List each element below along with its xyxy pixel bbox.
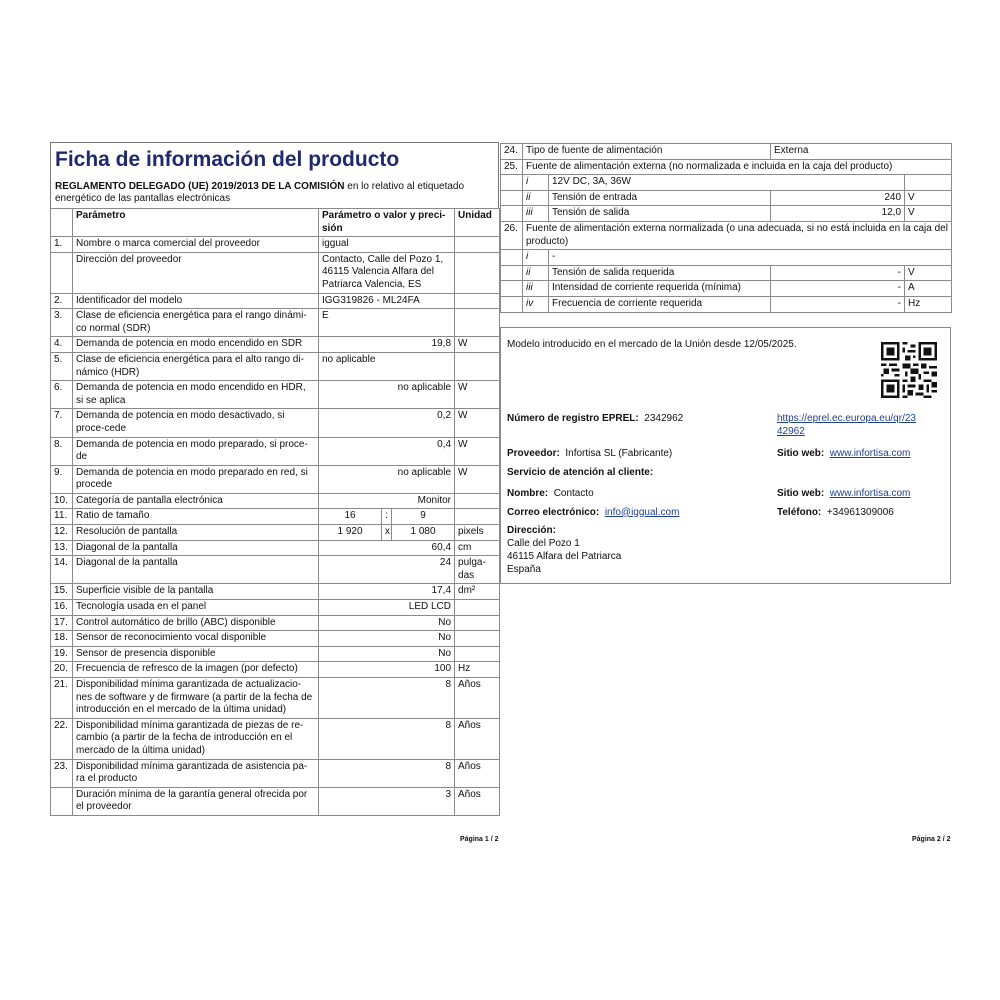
table-row: ii Tensión de salida requerida - V bbox=[501, 265, 952, 281]
header-unit: Unidad bbox=[455, 209, 500, 237]
header-param: Parámetro bbox=[73, 209, 319, 237]
eprel-link-line-2[interactable]: 42962 bbox=[777, 425, 805, 437]
contact-name-label: Nombre: bbox=[507, 487, 549, 499]
table-row: iii Intensidad de corriente requerida (mínima) - A bbox=[501, 281, 952, 297]
address-label: Dirección: bbox=[507, 524, 556, 536]
table-row: 13. Diagonal de la pantalla 60,4 cm bbox=[51, 540, 500, 556]
page-title: Ficha de información del producto bbox=[55, 148, 400, 171]
website-row-2 bbox=[777, 487, 910, 500]
table-row: 7. Demanda de potencia en modo desactivado, si proce-cede 0,2 W bbox=[51, 409, 500, 437]
table-row: 5. Clase de eficiencia energética para el alto rango di-námico (HDR) no aplicable bbox=[51, 352, 500, 380]
table-row: 2. Identificador del modelo IGG319826 - ML24FA bbox=[51, 293, 500, 309]
table-row: 26. Fuente de alimentación externa normalizada (o una adecuada, si no está incluida en la caja del producto) bbox=[501, 221, 952, 249]
power-supply-table bbox=[500, 143, 952, 313]
contact-name-row bbox=[507, 487, 594, 500]
address-block bbox=[507, 524, 621, 576]
supplier-info-box bbox=[500, 327, 951, 584]
table-row: 23. Disponibilidad mínima garantizada de asistencia pa-ra el producto 8 Años bbox=[51, 759, 500, 787]
table-row: Duración mínima de la garantía general ofrecida por el proveedor 3 Años bbox=[51, 787, 500, 815]
table-row: 1. Nombre o marca comercial del proveedor iggual bbox=[51, 237, 500, 253]
table-header-row bbox=[51, 209, 500, 237]
table-row: 21. Disponibilidad mínima garantizada de actualizacio-nes de software y de firmware (a partir de la fecha de introducción en el mercado de la última unidad) 8 Años bbox=[51, 678, 500, 719]
website-row bbox=[777, 447, 910, 460]
table-row: 10. Categoría de pantalla electrónica Monitor bbox=[51, 493, 500, 509]
supplier-row bbox=[507, 447, 672, 460]
parameters-table bbox=[50, 208, 500, 816]
table-row: 24. Tipo de fuente de alimentación Externa bbox=[501, 144, 952, 160]
table-row: 20. Frecuencia de refresco de la imagen (por defecto) 100 Hz bbox=[51, 662, 500, 678]
table-row: 14. Diagonal de la pantalla 24 pulga-das bbox=[51, 556, 500, 584]
table-row: 16. Tecnología usada en el panel LED LCD bbox=[51, 600, 500, 616]
market-date-text: Modelo introducido en el mercado de la Unión desde 12/05/2025. bbox=[507, 338, 797, 350]
page-1 bbox=[50, 142, 499, 816]
table-row: 9. Demanda de potencia en modo preparado en red, si procede no aplicable W bbox=[51, 465, 500, 493]
address-line-1: Calle del Pozo 1 bbox=[507, 537, 580, 549]
title-box bbox=[50, 142, 499, 208]
table-row: 25. Fuente de alimentación externa (no normalizada e incluida en la caja del producto) bbox=[501, 159, 952, 175]
website-label: Sitio web: bbox=[777, 447, 825, 459]
eprel-link[interactable] bbox=[777, 412, 916, 438]
supplier-label: Proveedor: bbox=[507, 447, 560, 459]
table-row: 19. Sensor de presencia disponible No bbox=[51, 646, 500, 662]
customer-service-heading: Servicio de atención al cliente: bbox=[507, 466, 654, 478]
regulation-text bbox=[55, 181, 492, 205]
email-link[interactable]: info@iggual.com bbox=[604, 506, 680, 518]
address-line-3: España bbox=[507, 563, 541, 575]
table-row: 4. Demanda de potencia en modo encendido en SDR 19,8 W bbox=[51, 337, 500, 353]
table-row: 22. Disponibilidad mínima garantizada de piezas de re-cambio (a partir de la fecha de introducción en el mercado de la última unidad) 8 Años bbox=[51, 718, 500, 759]
phone-row bbox=[777, 506, 894, 519]
phone-value: +34961309006 bbox=[826, 506, 894, 518]
table-row: Dirección del proveedor Contacto, Calle del Pozo 1, 46115 Valencia Alfara del Patriarca Valencia, ES bbox=[51, 252, 500, 293]
regulation-rest: en lo relativo al etiquetado energético de las pantallas electrónicas bbox=[55, 181, 465, 204]
contact-name-value: Contacto bbox=[553, 487, 594, 499]
header-value: Parámetro o valor y preci-sión bbox=[319, 209, 455, 237]
email-row bbox=[507, 506, 679, 519]
phone-label: Teléfono: bbox=[777, 506, 822, 518]
supplier-value: Infortisa SL (Fabricante) bbox=[565, 447, 673, 459]
table-row: 8. Demanda de potencia en modo preparado, si proce-de 0,4 W bbox=[51, 437, 500, 465]
table-row: 15. Superficie visible de la pantalla 17,4 dm² bbox=[51, 584, 500, 600]
table-row: i - bbox=[501, 250, 952, 266]
table-row: iv Frecuencia de corriente requerida - Hz bbox=[501, 296, 952, 312]
eprel-link-line-1[interactable]: https://eprel.ec.europa.eu/qr/23 bbox=[777, 412, 916, 424]
email-label: Correo electrónico: bbox=[507, 506, 600, 518]
table-row: 6. Demanda de potencia en modo encendido en HDR, si se aplica no aplicable W bbox=[51, 381, 500, 409]
eprel-label: Número de registro EPREL: bbox=[507, 412, 639, 424]
eprel-value: 2342962 bbox=[644, 412, 684, 424]
regulation-bold: REGLAMENTO DELEGADO (UE) 2019/2013 DE LA COMISIÓN bbox=[55, 181, 345, 192]
table-row: 18. Sensor de reconocimiento vocal disponible No bbox=[51, 631, 500, 647]
qr-code-icon[interactable] bbox=[881, 342, 937, 398]
table-row: 11. Ratio de tamaño 16 : 9 bbox=[51, 509, 500, 525]
address-line-2: 46115 Alfara del Patriarca bbox=[507, 550, 622, 562]
website-label-2: Sitio web: bbox=[777, 487, 825, 499]
table-row: 3. Clase de eficiencia energética para el rango dinámi-co normal (SDR) E bbox=[51, 309, 500, 337]
table-row: ii Tensión de entrada 240 V bbox=[501, 190, 952, 206]
page-number-2: Página 2 / 2 bbox=[912, 836, 951, 843]
eprel-row bbox=[507, 412, 683, 425]
page-2 bbox=[500, 143, 951, 584]
table-row: 12. Resolución de pantalla 1 920 x 1 080 pixels bbox=[51, 525, 500, 541]
page-number-1: Página 1 / 2 bbox=[460, 836, 499, 843]
table-row: iii Tensión de salida 12,0 V bbox=[501, 206, 952, 222]
website-link-2[interactable]: www.infortisa.com bbox=[829, 487, 911, 499]
table-row: i 12V DC, 3A, 36W bbox=[501, 175, 952, 191]
website-link[interactable]: www.infortisa.com bbox=[829, 447, 911, 459]
table-row: 17. Control automático de brillo (ABC) disponible No bbox=[51, 615, 500, 631]
